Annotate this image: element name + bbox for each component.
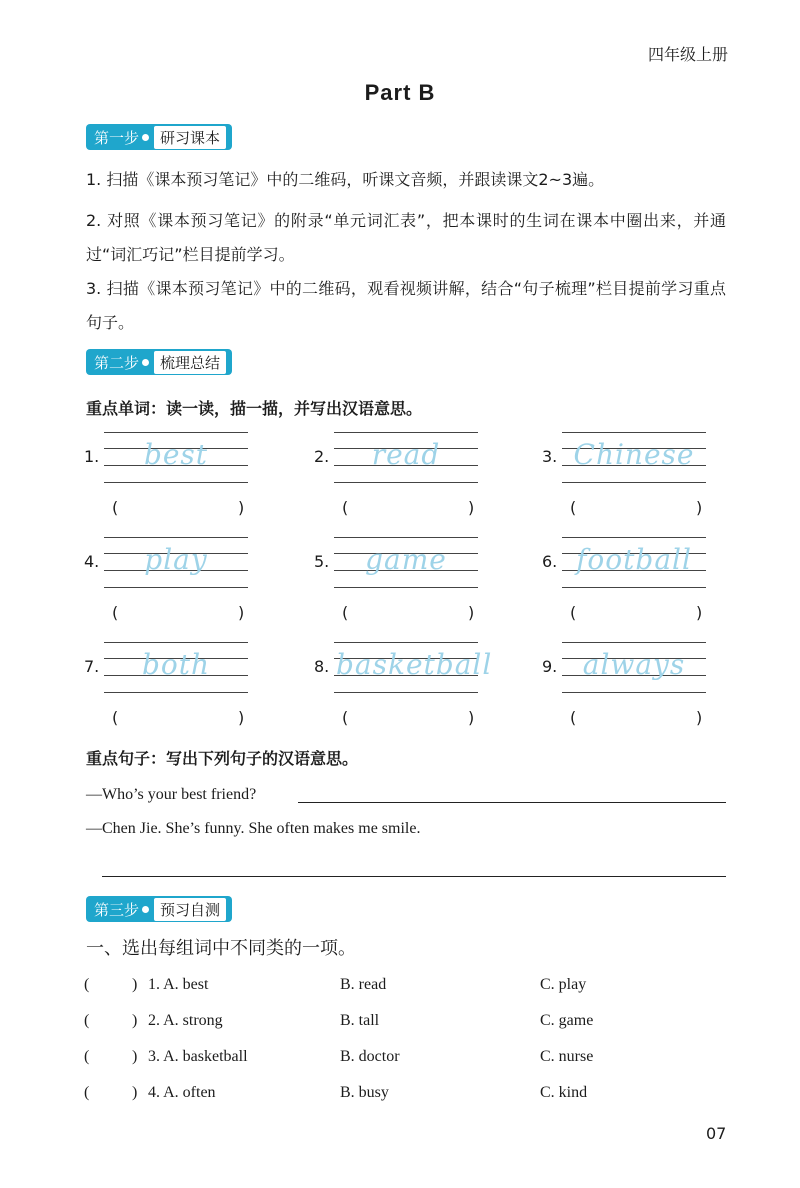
word-number: 9. (542, 657, 558, 676)
option-b: B. read (340, 976, 387, 993)
bullet-dot-icon (142, 134, 149, 141)
word-number: 6. (542, 552, 558, 571)
word-item-3 (542, 432, 742, 532)
step1-banner (86, 124, 232, 150)
trace-word: both (141, 648, 211, 681)
step2-name: 梳理总结 (154, 351, 226, 374)
words-heading: 重点单词：读一读，描一描，并写出汉语意思。 (86, 399, 423, 418)
word-number: 3. (542, 447, 558, 466)
word-item-8 (314, 642, 514, 742)
word-number: 5. (314, 552, 330, 571)
word-number: 7. (84, 657, 100, 676)
meaning-paren-close: ) (468, 498, 475, 517)
word-number: 4. (84, 552, 100, 571)
answer-paren-close: ) (132, 976, 138, 993)
word-item-4 (84, 537, 284, 637)
option-c: C. game (540, 1012, 594, 1029)
sentence-2: —Chen Jie. She’s funny. She often makes me smile. (86, 820, 421, 837)
word-item-1 (84, 432, 284, 532)
meaning-paren-open: ( (342, 708, 349, 727)
step1-label: 第一步 (94, 128, 140, 147)
answer-paren-close: ) (132, 1048, 138, 1065)
meaning-paren-open: ( (342, 603, 349, 622)
meaning-paren-open: ( (112, 603, 119, 622)
trace-word: always (582, 648, 686, 681)
option-a: 2. A. strong (148, 1012, 223, 1029)
answer-paren-open[interactable]: ( (84, 1048, 90, 1065)
meaning-paren-close: ) (468, 603, 475, 622)
word-number: 2. (314, 447, 330, 466)
meaning-paren-close: ) (238, 603, 245, 622)
meaning-paren-close: ) (696, 603, 703, 622)
answer-paren-open[interactable]: ( (84, 1012, 90, 1029)
word-item-2 (314, 432, 514, 532)
question-row-4 (84, 1084, 724, 1108)
step2-label: 第二步 (94, 353, 140, 372)
meaning-paren-close: ) (696, 498, 703, 517)
trace-word: best (143, 438, 209, 471)
bullet-dot-icon (142, 359, 149, 366)
word-item-7 (84, 642, 284, 742)
word-item-9 (542, 642, 742, 742)
sentence-1: —Who’s your best friend? (86, 786, 257, 803)
meaning-paren-open: ( (112, 708, 119, 727)
option-c: C. play (540, 976, 587, 993)
word-number: 8. (314, 657, 330, 676)
question-row-1 (84, 976, 724, 1000)
step1-item-2: 2. 对照《课本预习笔记》的附录“单元词汇表”，把本课时的生词在课本中圈出来，并通过“词汇巧记”栏目提前学习。 (86, 211, 726, 264)
answer-paren-open[interactable]: ( (84, 1084, 90, 1101)
word-item-6 (542, 537, 742, 637)
question-row-2 (84, 1012, 724, 1036)
meaning-paren-open: ( (570, 708, 577, 727)
page-title: Part B (364, 80, 436, 105)
option-a: 4. A. often (148, 1084, 216, 1101)
option-c: C. nurse (540, 1048, 594, 1065)
option-b: B. tall (340, 1012, 380, 1029)
trace-word: basketball (336, 648, 493, 681)
step3-banner (86, 896, 232, 922)
answer-paren-open[interactable]: ( (84, 976, 90, 993)
question-row-3 (84, 1048, 724, 1072)
step3-label: 第三步 (94, 900, 140, 919)
option-b: B. doctor (340, 1048, 400, 1065)
answer-paren-close: ) (132, 1084, 138, 1101)
trace-word: read (371, 438, 441, 471)
trace-word: Chinese (573, 438, 695, 471)
answer-line-2[interactable] (102, 876, 726, 877)
step1-item-3: 3. 扫描《课本预习笔记》中的二维码，观看视频讲解，结合“句子梳理”栏目提前学习重点句子。 (86, 279, 726, 332)
bullet-dot-icon (142, 906, 149, 913)
grade-label: 四年级上册 (647, 45, 728, 64)
meaning-paren-open: ( (570, 603, 577, 622)
page-number: 07 (706, 1124, 727, 1143)
option-b: B. busy (340, 1084, 389, 1101)
meaning-paren-open: ( (112, 498, 119, 517)
sentences-heading: 重点句子：写出下列句子的汉语意思。 (86, 749, 359, 768)
meaning-paren-open: ( (570, 498, 577, 517)
meaning-paren-close: ) (238, 708, 245, 727)
step3-name: 预习自测 (154, 898, 226, 921)
word-number: 1. (84, 447, 100, 466)
step1-name: 研习课本 (154, 126, 226, 149)
answer-line-1[interactable] (298, 802, 726, 803)
option-a: 3. A. basketball (148, 1048, 248, 1065)
meaning-paren-open: ( (342, 498, 349, 517)
step1-item-1: 1. 扫描《课本预习笔记》中的二维码，听课文音频，并跟读课文2~3遍。 (86, 170, 605, 189)
meaning-paren-close: ) (696, 708, 703, 727)
section-heading: 一、选出每组词中不同类的一项。 (86, 938, 356, 959)
trace-word: game (365, 543, 447, 576)
meaning-paren-close: ) (238, 498, 245, 517)
step2-banner (86, 349, 232, 375)
option-c: C. kind (540, 1084, 588, 1101)
option-a: 1. A. best (148, 976, 209, 993)
trace-word: play (144, 543, 208, 576)
answer-paren-close: ) (132, 1012, 138, 1029)
trace-word: football (576, 543, 692, 576)
meaning-paren-close: ) (468, 708, 475, 727)
word-item-5 (314, 537, 514, 637)
